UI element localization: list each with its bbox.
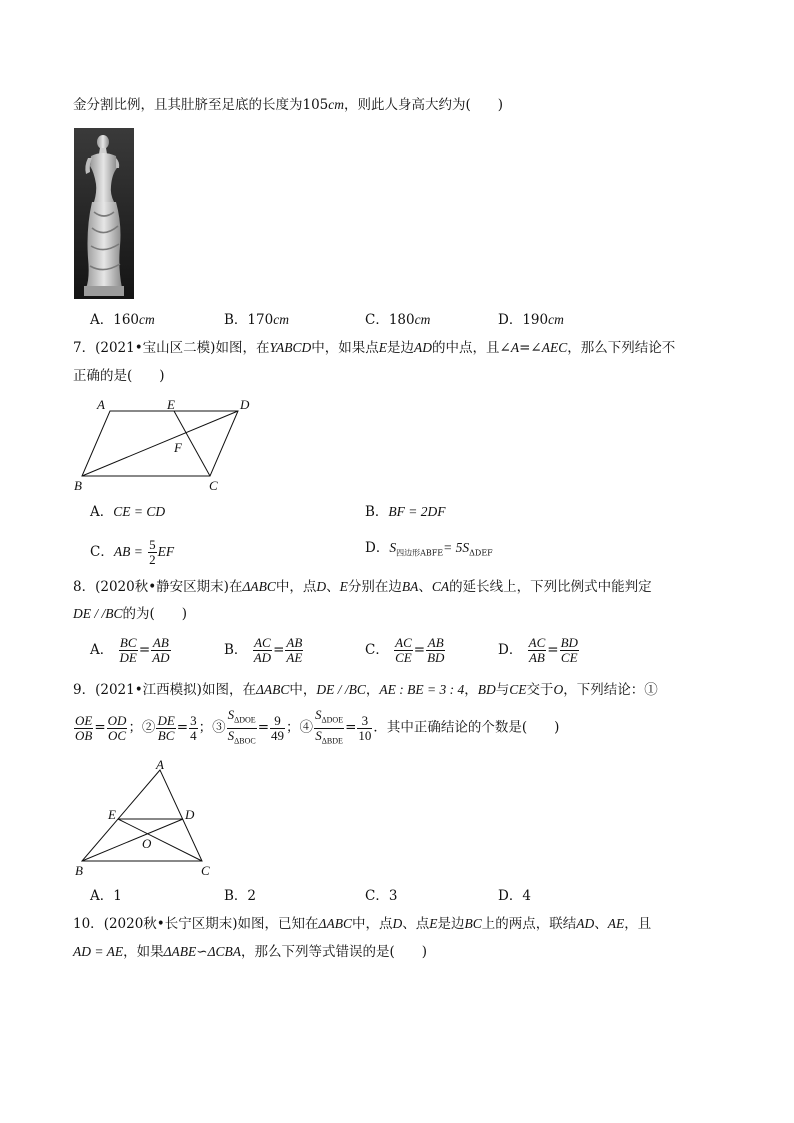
option-expr: S bbox=[389, 540, 397, 555]
q8-stem-line1 bbox=[73, 577, 652, 597]
area-symbol: S bbox=[227, 727, 235, 743]
fraction bbox=[285, 636, 303, 665]
q10-stem-line2 bbox=[73, 942, 427, 962]
numerator: AB bbox=[152, 635, 169, 650]
stem-text: 如图，在 bbox=[201, 682, 256, 698]
subscript: ΔDOE bbox=[234, 715, 256, 725]
q9-stem-line1 bbox=[73, 680, 658, 700]
stem-text: 上的两点，联结 bbox=[481, 916, 577, 932]
q9-option-b[interactable] bbox=[224, 886, 256, 906]
venus-statue-photo bbox=[74, 128, 134, 299]
numerator bbox=[227, 708, 257, 729]
stem-text: 的中点，且 bbox=[432, 340, 500, 356]
numerator: 3 bbox=[190, 712, 197, 728]
stem-text: 在 bbox=[228, 579, 243, 595]
math-expr: AD = AE bbox=[73, 944, 124, 959]
separator: 、 bbox=[594, 916, 608, 932]
label-f: F bbox=[174, 440, 182, 455]
denominator: OC bbox=[108, 727, 127, 743]
label-d: D bbox=[185, 807, 195, 822]
separator: ， bbox=[464, 682, 478, 698]
q7-stem-line2: 正确的是( ) bbox=[73, 368, 165, 384]
q7-stem-line1 bbox=[73, 338, 675, 358]
fraction bbox=[148, 538, 157, 567]
q6-option-c[interactable] bbox=[365, 310, 430, 330]
option-value: 190 bbox=[522, 312, 549, 328]
q7-option-a[interactable] bbox=[90, 502, 165, 522]
stem-text: ，且 bbox=[624, 916, 652, 932]
numerator: 9 bbox=[270, 714, 285, 729]
fraction bbox=[528, 636, 547, 665]
stem-text: 是边 bbox=[437, 916, 465, 932]
numerator: 3 bbox=[357, 714, 372, 729]
label-a: A bbox=[156, 757, 164, 772]
q8-stem-line2 bbox=[73, 604, 187, 624]
denominator: 4 bbox=[190, 727, 197, 743]
option-label: D． bbox=[498, 888, 523, 904]
math-expr: DE / /BC bbox=[73, 606, 123, 621]
separator: ；② bbox=[128, 719, 156, 736]
area-symbol: S bbox=[227, 707, 235, 722]
stem-text: ，如果 bbox=[123, 944, 164, 960]
subscript: ΔDEF bbox=[469, 548, 493, 558]
subscript: 四边形ABFE bbox=[396, 548, 444, 558]
denominator: AE bbox=[286, 650, 303, 665]
stem-text: 是边 bbox=[387, 340, 415, 356]
stem-text: 交于 bbox=[526, 682, 554, 698]
angle-label: ∠AEC bbox=[530, 340, 568, 355]
option-value: 1 bbox=[113, 888, 122, 904]
q6-length-value: 105 bbox=[302, 97, 329, 113]
q7-number: 7． bbox=[73, 340, 96, 356]
q7-option-c[interactable] bbox=[90, 538, 174, 567]
option-expr: BF = 2DF bbox=[388, 504, 446, 519]
area-symbol: S bbox=[315, 707, 322, 722]
denominator: DE bbox=[119, 650, 137, 665]
stem-text: 中，点 bbox=[275, 579, 317, 595]
fraction bbox=[151, 636, 170, 665]
fraction bbox=[119, 636, 138, 665]
denominator: CE bbox=[560, 650, 578, 665]
point-label: E bbox=[429, 916, 438, 931]
option-value: 3 bbox=[388, 888, 398, 904]
numerator: BC bbox=[119, 635, 137, 650]
option-label: A． bbox=[90, 504, 114, 520]
option-label: C． bbox=[365, 888, 389, 904]
option-label: B． bbox=[365, 504, 389, 520]
option-unit: cm bbox=[414, 312, 431, 327]
point-label: E bbox=[339, 579, 348, 594]
numerator: AC bbox=[254, 635, 271, 650]
math-expr: ΔABE∽ΔCBA bbox=[163, 944, 242, 959]
label-e: E bbox=[167, 397, 175, 412]
option-label: B． bbox=[224, 312, 248, 328]
option-value: 180 bbox=[388, 312, 415, 328]
numerator: BD bbox=[560, 635, 578, 650]
label-c: C bbox=[209, 478, 218, 493]
numerator: OE bbox=[75, 712, 93, 728]
numerator: OD bbox=[107, 712, 127, 728]
denominator: CE bbox=[395, 650, 412, 665]
option-label: A． bbox=[90, 888, 114, 904]
stem-text: 分别在边 bbox=[347, 579, 402, 595]
q8-source: (2020秋•静安区期末) bbox=[95, 579, 229, 595]
option-unit: cm bbox=[273, 312, 289, 327]
q10-number: 10． bbox=[73, 916, 104, 932]
q8-option-b[interactable]: B． $\frac{AC}{AD}$ = $\frac{AB}{AE}$ bbox=[224, 635, 303, 665]
stem-text: 的延长线上，下列比例式中能判定 bbox=[449, 579, 652, 595]
option-unit: cm bbox=[139, 312, 155, 327]
numerator: AC bbox=[395, 635, 412, 650]
fraction bbox=[426, 636, 445, 665]
option-label: C． bbox=[365, 312, 389, 328]
segment-label: BA bbox=[401, 579, 419, 594]
denominator: AB bbox=[528, 650, 545, 665]
q6-stem-line bbox=[73, 95, 503, 115]
stem-text: 如图，已知在 bbox=[237, 916, 319, 932]
q10-stem-line1 bbox=[73, 914, 651, 934]
option-expr: CE = CD bbox=[113, 504, 166, 519]
option-label: A． bbox=[90, 312, 114, 328]
numerator: AB bbox=[427, 635, 444, 650]
option-value: 2 bbox=[247, 888, 257, 904]
q9-option-a[interactable] bbox=[90, 886, 122, 906]
segment-label: CA bbox=[431, 579, 450, 594]
denominator: 49 bbox=[271, 727, 284, 743]
q8-option-c[interactable]: C． $\frac{AC}{CE}$ = $\frac{AB}{BD}$ bbox=[365, 635, 445, 665]
denominator: OB bbox=[75, 727, 93, 743]
stem-text: 如图，在 bbox=[215, 340, 270, 356]
q9-source: (2021•江西模拟) bbox=[95, 682, 202, 698]
triangle-label: ΔABC bbox=[255, 682, 290, 697]
label-b: B bbox=[75, 863, 83, 878]
option-label: D． bbox=[365, 540, 390, 556]
q7-option-b[interactable] bbox=[365, 502, 446, 522]
q10-source: (2020秋•长宁区期末) bbox=[103, 916, 238, 932]
denominator bbox=[314, 729, 344, 749]
label-o: O bbox=[142, 836, 152, 851]
fraction bbox=[107, 714, 128, 743]
separator: 、 bbox=[418, 579, 432, 595]
option-label: C． bbox=[90, 544, 114, 560]
option-label: B． bbox=[224, 888, 248, 904]
math-expr: DE / /BC bbox=[316, 682, 366, 697]
option-label: D． bbox=[498, 312, 523, 328]
option-value: 160 bbox=[113, 312, 140, 328]
denominator: BD bbox=[427, 650, 445, 665]
option-label: A． bbox=[90, 642, 114, 658]
q7-option-d[interactable] bbox=[365, 538, 493, 564]
option-value: 4 bbox=[522, 888, 531, 904]
point-label: E bbox=[378, 340, 388, 355]
stem-text: 中， bbox=[289, 682, 317, 698]
point-label: D bbox=[316, 579, 327, 594]
option-expr: = 5S bbox=[443, 540, 470, 555]
q8-option-a[interactable]: A． $\frac{BC}{DE}$ = $\frac{AB}{AD}$ bbox=[90, 635, 170, 665]
stem-text: ，那么下列结论不 bbox=[567, 340, 676, 356]
fraction bbox=[227, 708, 257, 748]
q9-option-c[interactable] bbox=[365, 886, 397, 906]
q9-number: 9． bbox=[73, 682, 96, 698]
q6-option-b[interactable] bbox=[224, 310, 289, 330]
q8-number: 8． bbox=[73, 579, 96, 595]
fraction bbox=[189, 714, 198, 743]
stem-text: ，下列结论：① bbox=[563, 682, 658, 698]
label-b: B bbox=[74, 478, 82, 493]
subscript: ΔBOC bbox=[234, 736, 256, 746]
equals-sign: = bbox=[519, 340, 531, 356]
segment-label: AE bbox=[607, 916, 625, 931]
subscript: ΔBDE bbox=[321, 736, 343, 746]
numerator: DE bbox=[157, 712, 175, 728]
denominator: 10 bbox=[358, 727, 372, 743]
q9-stem-line2: $\frac{OE}{OB}$ = $\frac{OD}{OC}$ ；② $\frac{DE}{BC}$ = $\frac{3}{4}$ ；③ $\frac{S_{\Delta DOE}}{S_{\Delta BOC}}$ = $\frac{9}{49}$ ；④ $\frac{S_{\Delta DOE}}{S_{\Delta BDE}}$ = $\frac{3}{10}$ ．其中正确结论的个数是( ) bbox=[73, 708, 559, 748]
label-e: E bbox=[108, 807, 116, 822]
denominator: BC bbox=[157, 727, 175, 743]
fraction bbox=[74, 714, 93, 743]
label-a: A bbox=[97, 397, 105, 412]
separator: 、 bbox=[402, 916, 416, 932]
denominator: AD bbox=[152, 650, 170, 665]
option-label: C． bbox=[365, 642, 389, 658]
denominator: 2 bbox=[149, 552, 156, 567]
separator: ；③ bbox=[198, 719, 226, 736]
q6-stem-text: 金分割比例，且其肚脐至足底的长度为 bbox=[73, 97, 303, 113]
area-symbol: S bbox=[315, 727, 322, 743]
numerator: 5 bbox=[149, 537, 156, 552]
fraction bbox=[156, 714, 175, 743]
stem-text: 的为( ) bbox=[122, 606, 188, 622]
label-d: D bbox=[240, 397, 250, 412]
segment-label: AD bbox=[576, 916, 595, 931]
angle-label: ∠A bbox=[499, 340, 520, 355]
separator: ；④ bbox=[286, 719, 313, 736]
q7-parallelogram: YABCD bbox=[269, 340, 312, 355]
triangle-label: ΔABC bbox=[318, 916, 352, 931]
q7-parallelogram-figure bbox=[70, 394, 260, 494]
denominator: AD bbox=[253, 650, 272, 665]
q6-length-unit: cm bbox=[328, 97, 345, 112]
subscript: ΔDOE bbox=[321, 715, 344, 725]
q6-stem-tail: ，则此人身高大约为( ) bbox=[344, 97, 504, 113]
stem-text: 点 bbox=[415, 916, 430, 932]
q9-option-d[interactable] bbox=[498, 886, 531, 906]
segment-label: BD bbox=[477, 682, 496, 697]
separator: ， bbox=[365, 682, 380, 698]
q9-triangle-figure bbox=[72, 757, 222, 882]
option-label: D． bbox=[498, 642, 523, 658]
stem-text: 中，点 bbox=[351, 916, 393, 932]
point-label: D bbox=[392, 916, 403, 931]
fraction bbox=[394, 636, 413, 665]
fraction bbox=[314, 708, 344, 748]
stem-text: ，那么下列等式错误的是( ) bbox=[241, 944, 428, 960]
segment-label: CE bbox=[509, 682, 527, 697]
fraction bbox=[253, 636, 272, 665]
segment-label: BC bbox=[464, 916, 482, 931]
option-unit: cm bbox=[548, 312, 564, 327]
q6-option-a[interactable] bbox=[90, 310, 155, 330]
option-value: 170 bbox=[247, 312, 274, 328]
stem-text: 中，如果点 bbox=[311, 340, 379, 356]
stem-text: 与 bbox=[495, 682, 510, 698]
label-c: C bbox=[201, 863, 210, 878]
fraction bbox=[560, 636, 579, 665]
option-label: B． bbox=[224, 642, 248, 658]
numerator: AC bbox=[528, 635, 546, 650]
triangle-label: ΔABC bbox=[242, 579, 276, 594]
q7-source: (2021•宝山区二模) bbox=[95, 340, 216, 356]
q6-option-d[interactable] bbox=[498, 310, 564, 330]
separator: 、 bbox=[326, 579, 340, 595]
option-expr: EF bbox=[157, 544, 175, 559]
segment-label: AD bbox=[414, 340, 433, 355]
point-label: O bbox=[553, 682, 564, 697]
math-expr: AE : BE = 3 : 4 bbox=[379, 682, 465, 697]
q8-option-d[interactable]: D． $\frac{AC}{AB}$ = $\frac{BD}{CE}$ bbox=[498, 635, 578, 665]
stem-text: ．其中正确结论的个数是( ) bbox=[373, 719, 560, 736]
option-expr: AB = bbox=[113, 544, 143, 559]
numerator: AB bbox=[286, 635, 303, 650]
fraction bbox=[357, 714, 372, 743]
numerator bbox=[314, 708, 344, 729]
fraction bbox=[270, 714, 285, 743]
denominator bbox=[227, 729, 257, 749]
